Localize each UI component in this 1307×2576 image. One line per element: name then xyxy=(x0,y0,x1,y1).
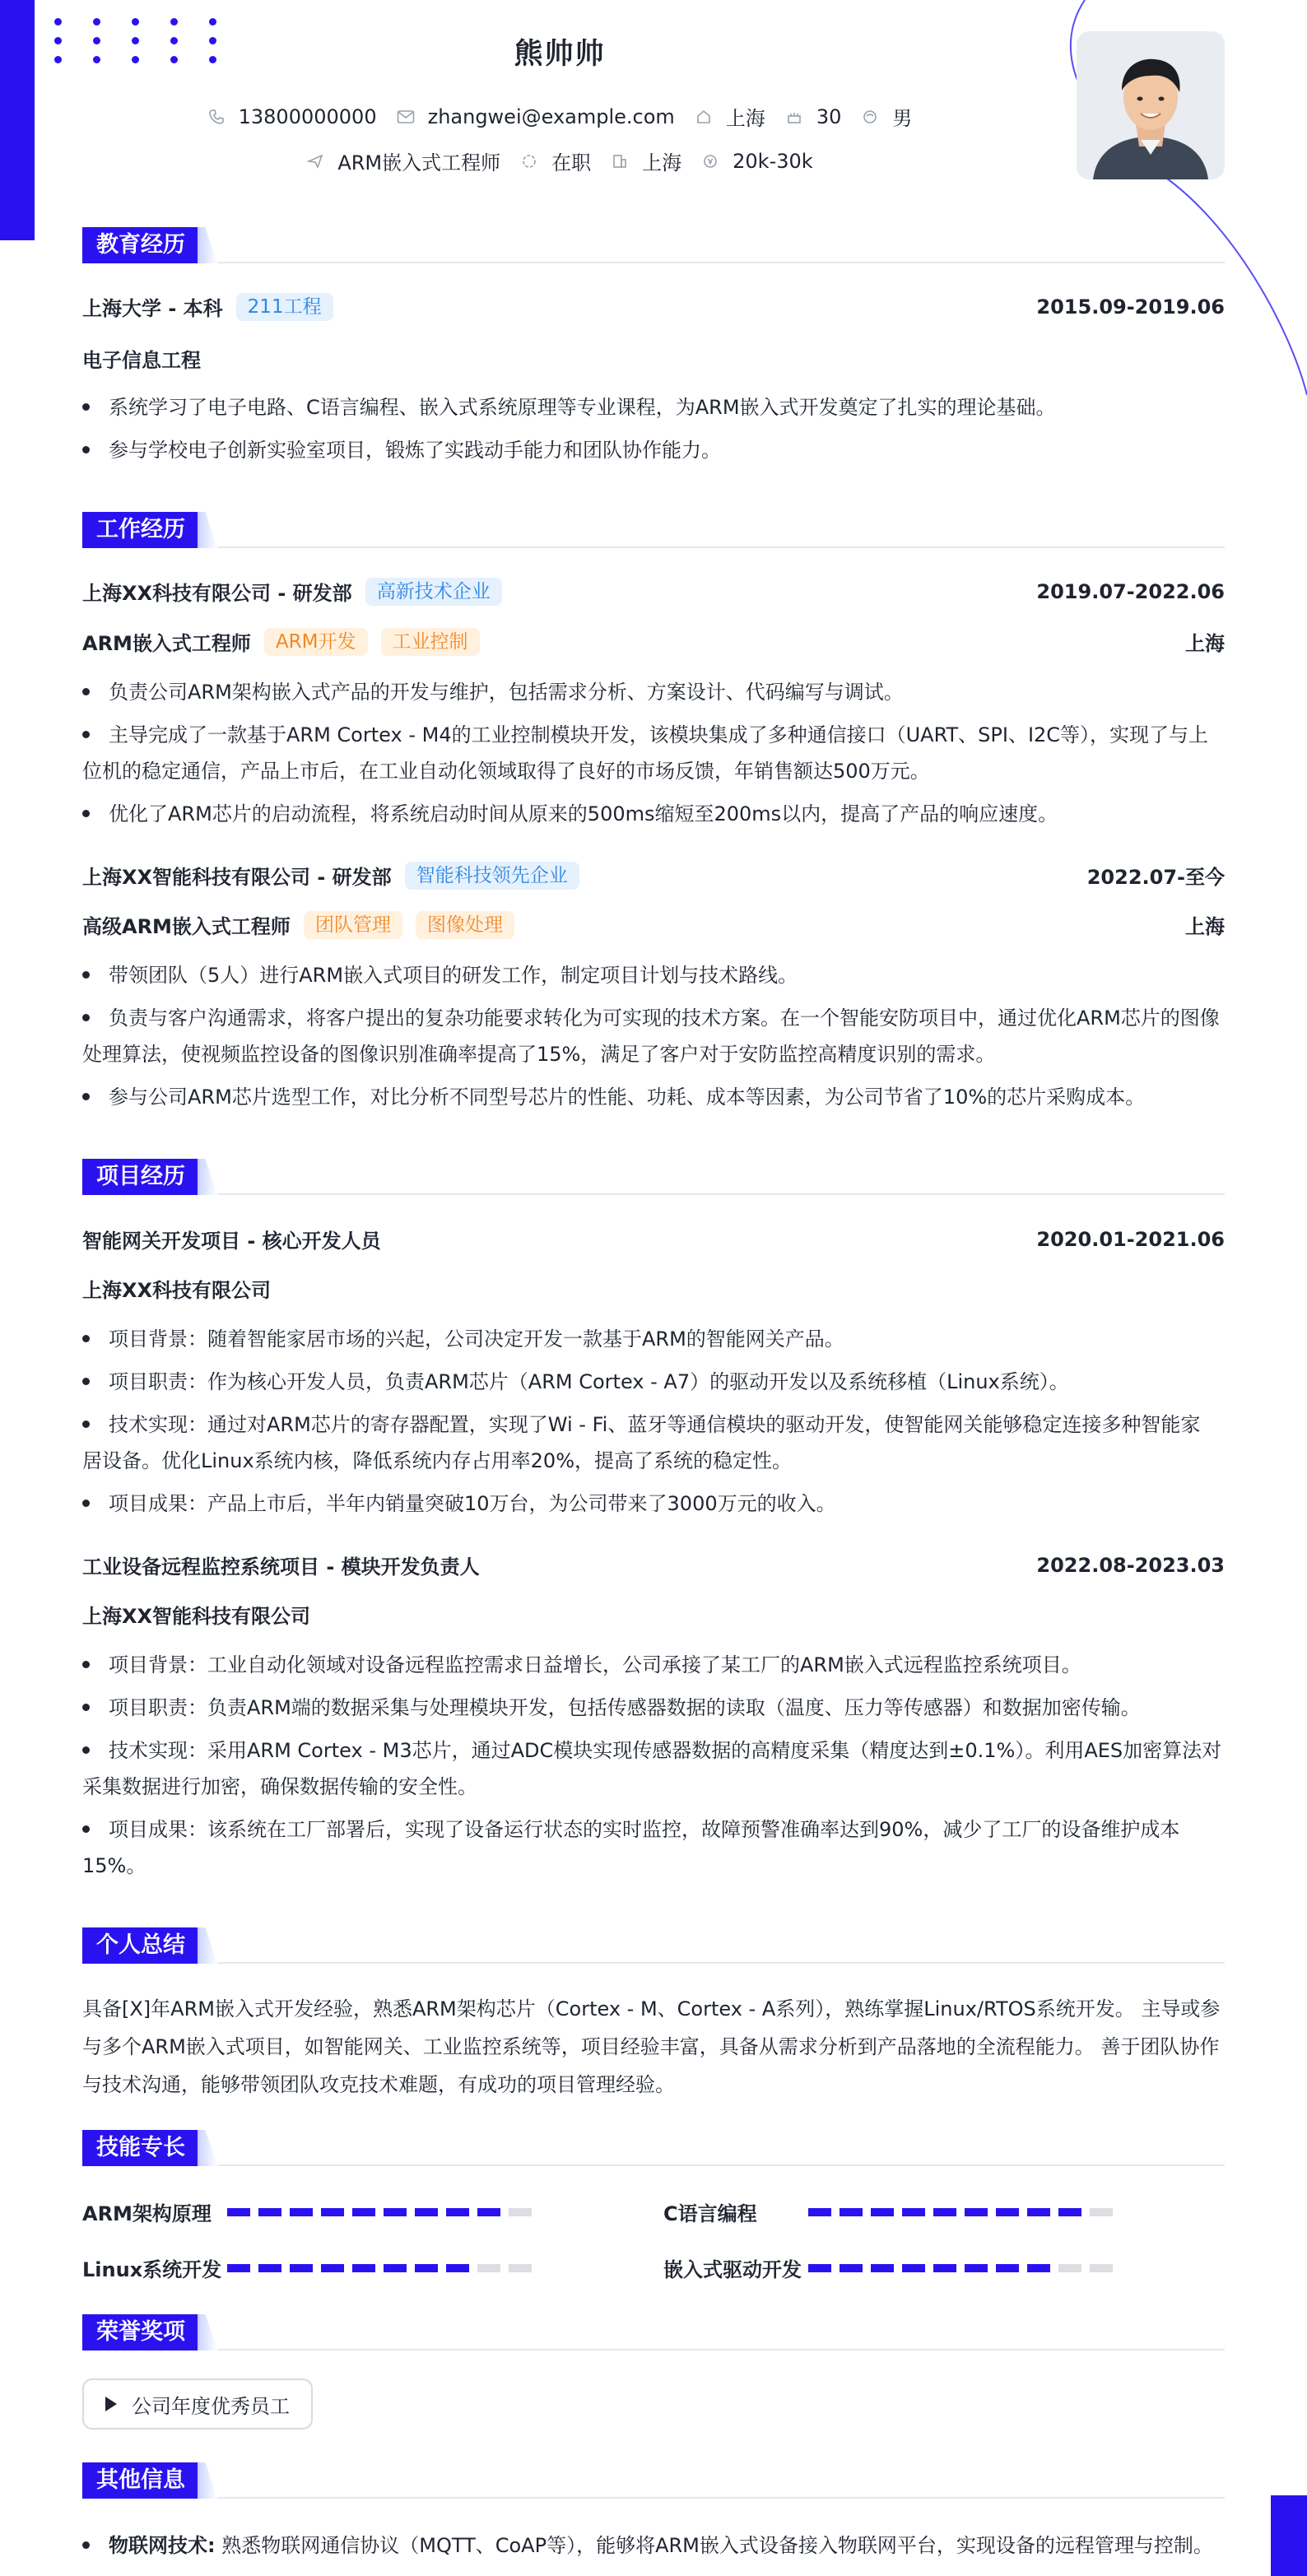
skill-segment xyxy=(1027,2264,1050,2272)
skill-level-bar xyxy=(808,2208,1121,2216)
section-heading-accent xyxy=(198,2462,217,2499)
section-heading-accent xyxy=(198,2130,217,2166)
work-period: 2022.07-至今 xyxy=(1086,866,1225,889)
skill-segment xyxy=(321,2264,344,2272)
building-icon xyxy=(611,152,629,170)
other-text: 熟悉物联网通信协议（MQTT、CoAP等），能够将ARM嵌入式设备接入物联网平台，实现设备的远程管理与控制。 xyxy=(215,2534,1213,2557)
home-icon xyxy=(695,108,713,126)
skill-tag: 团队管理 xyxy=(304,911,402,939)
list-item-continuation xyxy=(82,1847,1225,1885)
skill-segment xyxy=(446,2208,469,2216)
skill-segment xyxy=(321,2208,344,2216)
section-title: 项目经历 xyxy=(82,1159,199,1195)
skill-tag: 工业控制 xyxy=(381,628,480,656)
list-item xyxy=(82,1811,1225,1848)
section-heading-honors xyxy=(82,2314,1225,2350)
salary-item xyxy=(701,150,813,173)
major-name: 电子信息工程 xyxy=(82,349,201,372)
skill-segment xyxy=(227,2264,250,2272)
bullet-dot xyxy=(82,2541,90,2549)
section-divider xyxy=(217,2497,1225,2499)
bullet-dot xyxy=(82,1661,90,1668)
work-city: 上海 xyxy=(1185,632,1225,655)
skill-segment xyxy=(258,2208,281,2216)
project-entry-header xyxy=(82,1225,1225,1253)
skill-segment xyxy=(509,2264,532,2272)
list-item xyxy=(82,2527,1213,2564)
bullet-text: 项目成果：产品上市后，半年内销量突破10万台，为公司带来了3000万元的收入。 xyxy=(109,1492,836,1515)
skill-segment xyxy=(227,2208,250,2216)
bullet-dot xyxy=(82,688,90,695)
skill-segment xyxy=(1058,2208,1081,2216)
company-tag: 高新技术企业 xyxy=(365,578,502,606)
education-major-row xyxy=(82,344,1225,373)
section-title: 其他信息 xyxy=(82,2462,199,2499)
skill-level-bar xyxy=(227,2208,540,2216)
list-item xyxy=(82,795,1225,833)
phone-number: 13800000000 xyxy=(238,105,377,128)
list-item-continuation xyxy=(82,1768,1225,1806)
work-position-row xyxy=(82,910,1225,939)
skill-segment xyxy=(902,2208,925,2216)
skill-tag: 图像处理 xyxy=(416,911,514,939)
skill-level-bar xyxy=(808,2264,1121,2272)
decorative-right-bar xyxy=(1271,2495,1307,2576)
project-name: 工业设备远程监控系统项目 - 模块开发负责人 xyxy=(82,1555,480,1579)
work-entry-header xyxy=(82,861,1225,890)
project-entry-header xyxy=(82,1551,1225,1579)
section-title: 技能专长 xyxy=(82,2130,199,2166)
skill-level-bar xyxy=(227,2264,540,2272)
skill-item xyxy=(82,2197,540,2226)
project-company-row xyxy=(82,1600,1225,1629)
bullet-text: 优化了ARM芯片的启动流程，将系统启动时间从原来的500ms缩短至200ms以内，提高了产品的响应速度。 xyxy=(109,802,1058,825)
skill-name: ARM架构原理 xyxy=(82,2202,212,2225)
section-heading-accent xyxy=(198,1927,217,1964)
skill-segment xyxy=(965,2208,988,2216)
skill-tag: ARM开发 xyxy=(264,628,368,656)
bullet-text: 参与学校电子创新实验室项目，锻炼了实践动手能力和团队协作能力。 xyxy=(109,439,721,462)
skill-segment xyxy=(509,2208,532,2216)
bullet-text: 参与公司ARM芯片选型工作，对比分析不同型号芯片的性能、功耗、成本等因素，为公司节省了10%的芯片采购成本。 xyxy=(109,1086,1146,1109)
section-divider xyxy=(217,2349,1225,2350)
skill-segment xyxy=(840,2208,863,2216)
section-heading-accent xyxy=(198,227,217,263)
skill-segment xyxy=(1090,2208,1113,2216)
work-position-row xyxy=(82,627,1225,656)
list-item xyxy=(82,956,1225,994)
email-icon xyxy=(397,108,415,126)
list-item xyxy=(82,1485,1225,1523)
list-item xyxy=(82,1646,1225,1684)
list-item-continuation xyxy=(82,1442,1225,1480)
target-city-item xyxy=(611,146,681,175)
school-tag: 211工程 xyxy=(236,293,333,321)
list-item xyxy=(82,1363,1225,1401)
money-icon xyxy=(701,152,719,170)
skill-item xyxy=(663,2253,1121,2282)
skill-segment xyxy=(808,2264,831,2272)
skill-segment xyxy=(384,2208,407,2216)
other-label: 物联网技术: xyxy=(109,2534,216,2557)
bullet-text: 技术实现：采用ARM Cortex - M3芯片，通过ADC模块实现传感器数据的高精度采集（精度达到±0.1%）。利用AES加密算法对 xyxy=(109,1739,1222,1762)
work-city: 上海 xyxy=(1185,915,1225,938)
skill-segment xyxy=(871,2264,894,2272)
project-name: 智能网关开发项目 - 核心开发人员 xyxy=(82,1230,381,1253)
bullet-dot xyxy=(82,971,90,979)
project-company-row xyxy=(82,1274,1225,1303)
skill-segment xyxy=(258,2264,281,2272)
gender-text: 男 xyxy=(892,107,913,130)
section-title: 个人总结 xyxy=(82,1927,199,1964)
skill-segment xyxy=(1090,2264,1113,2272)
company-tag: 智能科技领先企业 xyxy=(405,862,579,890)
section-title: 工作经历 xyxy=(82,512,199,548)
list-item xyxy=(82,716,1225,754)
status-item xyxy=(520,146,591,175)
bullet-text: 项目职责：作为核心开发人员，负责ARM芯片（ARM Cortex - A7）的驱动开发以及系统移植（Linux系统）。 xyxy=(109,1370,1069,1393)
section-divider xyxy=(217,262,1225,263)
list-item-continuation xyxy=(82,1035,1225,1073)
age-item xyxy=(785,105,842,128)
bullet-text: 居设备。优化Linux系统内核，降低系统内存占用率20%，提高了系统的稳定性。 xyxy=(82,1449,793,1472)
skill-segment xyxy=(808,2208,831,2216)
position-title: 高级ARM嵌入式工程师 xyxy=(82,915,291,938)
location-item xyxy=(695,102,765,131)
list-item xyxy=(82,1320,1225,1358)
gender-icon xyxy=(861,108,879,126)
bullet-text: 采集数据进行加密，确保数据传输的安全性。 xyxy=(82,1775,477,1798)
send-icon xyxy=(306,152,324,170)
section-heading-other xyxy=(82,2462,1225,2499)
education-period: 2015.09-2019.06 xyxy=(1036,295,1225,319)
bullet-dot xyxy=(82,1093,90,1100)
section-heading-projects xyxy=(82,1159,1225,1195)
skill-segment xyxy=(996,2264,1019,2272)
section-title: 荣誉奖项 xyxy=(82,2314,199,2350)
bullet-text: 主导完成了一款基于ARM Cortex - M4的工业控制模块开发，该模块集成了多种通信接口（UART、SPI、I2C等），实现了与上 xyxy=(109,723,1209,746)
bullet-dot xyxy=(82,1421,90,1428)
cake-icon xyxy=(785,108,803,126)
summary-paragraph xyxy=(82,1990,1225,2104)
skill-name: 嵌入式驱动开发 xyxy=(663,2258,802,2281)
bullet-text: 带领团队（5人）进行ARM嵌入式项目的研发工作，制定项目计划与技术路线。 xyxy=(109,964,798,987)
project-company: 上海XX智能科技有限公司 xyxy=(82,1605,311,1628)
summary-line: 具备[X]年ARM嵌入式开发经验，熟悉ARM架构芯片（Cortex - M、Cortex - A系列），熟练掌握Linux/RTOS系统开发。 主导或参 xyxy=(82,1997,1221,2020)
bullet-dot xyxy=(82,731,90,738)
bullet-dot xyxy=(82,1335,90,1342)
list-item xyxy=(82,431,1225,469)
bullet-text: 技术实现：通过对ARM芯片的寄存器配置，实现了Wi - Fi、蓝牙等通信模块的驱动开发，使智能网关能够稳定连接多种智能家 xyxy=(109,1413,1201,1436)
section-heading-education xyxy=(82,227,1225,263)
skill-segment xyxy=(352,2208,375,2216)
bullet-text: 负责与客户沟通需求，将客户提出的复杂功能要求转化为可实现的技术方案。在一个智能安防项目中，通过优化ARM芯片的图像 xyxy=(109,1007,1220,1030)
bullet-text: 项目成果：该系统在工厂部署后，实现了设备运行状态的实时监控，故障预警准确率达到90%，减少了工厂的设备维护成本 xyxy=(109,1818,1180,1841)
bullet-dot xyxy=(82,810,90,817)
skill-segment xyxy=(1058,2264,1081,2272)
bullet-dot xyxy=(82,1746,90,1754)
salary-text: 20k-30k xyxy=(733,149,813,173)
award-chip xyxy=(82,2378,313,2430)
skill-segment xyxy=(933,2208,956,2216)
award-name: 公司年度优秀员工 xyxy=(132,2394,290,2418)
location-text: 上海 xyxy=(725,107,765,130)
section-title: 教育经历 xyxy=(82,227,199,263)
play-icon xyxy=(105,2397,117,2411)
section-heading-accent xyxy=(198,512,217,548)
work-entry-header xyxy=(82,577,1225,606)
section-heading-accent xyxy=(198,2314,217,2350)
list-item xyxy=(82,388,1225,426)
bullet-dot xyxy=(82,1014,90,1021)
bullet-dot xyxy=(82,1378,90,1385)
list-item xyxy=(82,1732,1225,1769)
bullet-dot xyxy=(82,403,90,411)
bullet-text: 处理算法，使视频监控设备的图像识别准确率提高了15%，满足了客户对于安防监控高精度识别的需求。 xyxy=(82,1043,996,1066)
list-item xyxy=(82,999,1225,1037)
skill-segment xyxy=(477,2264,500,2272)
phone-icon xyxy=(207,108,226,126)
section-divider xyxy=(217,2164,1225,2166)
skill-name: Linux系统开发 xyxy=(82,2258,222,2281)
skill-segment xyxy=(290,2208,313,2216)
skill-segment xyxy=(933,2264,956,2272)
job-title-item xyxy=(306,146,500,175)
skill-segment xyxy=(840,2264,863,2272)
company-name: 上海XX科技有限公司 - 研发部 xyxy=(82,582,352,605)
skill-segment xyxy=(1027,2208,1050,2216)
status-text: 在职 xyxy=(551,151,592,174)
skill-segment xyxy=(415,2208,438,2216)
project-company: 上海XX科技有限公司 xyxy=(82,1279,272,1302)
skill-segment xyxy=(415,2264,438,2272)
skill-segment xyxy=(352,2264,375,2272)
bullet-text: 15%。 xyxy=(82,1854,147,1877)
education-entry-header xyxy=(82,292,1225,321)
list-item xyxy=(82,1406,1225,1444)
section-divider xyxy=(217,546,1225,548)
email-item xyxy=(397,105,675,128)
position-title: ARM嵌入式工程师 xyxy=(82,632,251,655)
project-period: 2022.08-2023.03 xyxy=(1036,1553,1225,1577)
bullet-text: 负责公司ARM架构嵌入式产品的开发与维护，包括需求分析、方案设计、代码编写与调试。 xyxy=(109,681,904,704)
email-address: zhangwei@example.com xyxy=(427,105,675,128)
project-period: 2020.01-2021.06 xyxy=(1036,1227,1225,1251)
company-name: 上海XX智能科技有限公司 - 研发部 xyxy=(82,866,392,889)
skill-item xyxy=(663,2197,1121,2226)
skill-segment xyxy=(902,2264,925,2272)
section-heading-accent xyxy=(198,1159,217,1195)
bullet-text: 系统学习了电子电路、C语言编程、嵌入式系统原理等专业课程，为ARM嵌入式开发奠定了扎实的理论基础。 xyxy=(109,396,1056,419)
status-icon xyxy=(520,152,538,170)
section-heading-skills xyxy=(82,2130,1225,2166)
contact-info-row xyxy=(0,102,1119,131)
bullet-text: 位机的稳定通信，产品上市后，在工业自动化领域取得了良好的市场反馈，年销售额达500万元。 xyxy=(82,760,930,783)
list-item xyxy=(82,1078,1225,1116)
gender-item xyxy=(861,102,912,131)
list-item xyxy=(82,673,1225,711)
avatar xyxy=(1077,31,1225,179)
bullet-dot xyxy=(82,1704,90,1711)
skill-name: C语言编程 xyxy=(663,2202,757,2225)
school-name: 上海大学 - 本科 xyxy=(82,297,223,320)
job-title-text: ARM嵌入式工程师 xyxy=(337,151,501,174)
skill-segment xyxy=(965,2264,988,2272)
section-heading-summary xyxy=(82,1927,1225,1964)
summary-line: 与技术沟通，能够带领团队攻克技术难题，有成功的项目管理经验。 xyxy=(82,2073,675,2096)
skill-segment xyxy=(290,2264,313,2272)
list-item-continuation xyxy=(82,752,1225,790)
section-heading-work xyxy=(82,512,1225,548)
list-item xyxy=(82,1689,1225,1727)
bullet-text: 项目职责：负责ARM端的数据采集与处理模块开发，包括传感器数据的读取（温度、压力等传感器）和数据加密传输。 xyxy=(109,1696,1141,1719)
skill-segment xyxy=(477,2208,500,2216)
bullet-dot xyxy=(82,1500,90,1507)
bullet-dot xyxy=(82,1825,90,1833)
skill-segment xyxy=(446,2264,469,2272)
skill-segment xyxy=(384,2264,407,2272)
skill-item xyxy=(82,2253,540,2282)
candidate-name: 熊帅帅 xyxy=(514,38,606,71)
skill-segment xyxy=(871,2208,894,2216)
phone-item xyxy=(207,105,377,128)
section-divider xyxy=(217,1193,1225,1195)
age-text: 30 xyxy=(816,105,842,128)
bullet-text: 项目背景：随着智能家居市场的兴起，公司决定开发一款基于ARM的智能网关产品。 xyxy=(109,1328,844,1351)
work-period: 2019.07-2022.06 xyxy=(1036,579,1225,603)
section-divider xyxy=(217,1962,1225,1964)
summary-line: 与多个ARM嵌入式项目，如智能网关、工业监控系统等，项目经验丰富，具备从需求分析到产品落地的全流程能力。 善于团队协作 xyxy=(82,2035,1220,2058)
job-intent-row xyxy=(0,146,1119,175)
skill-segment xyxy=(996,2208,1019,2216)
bullet-text: 项目背景：工业自动化领域对设备远程监控需求日益增长，公司承接了某工厂的ARM嵌入式远程监控系统项目。 xyxy=(109,1653,1081,1676)
target-city-text: 上海 xyxy=(642,151,682,174)
bullet-dot xyxy=(82,446,90,453)
